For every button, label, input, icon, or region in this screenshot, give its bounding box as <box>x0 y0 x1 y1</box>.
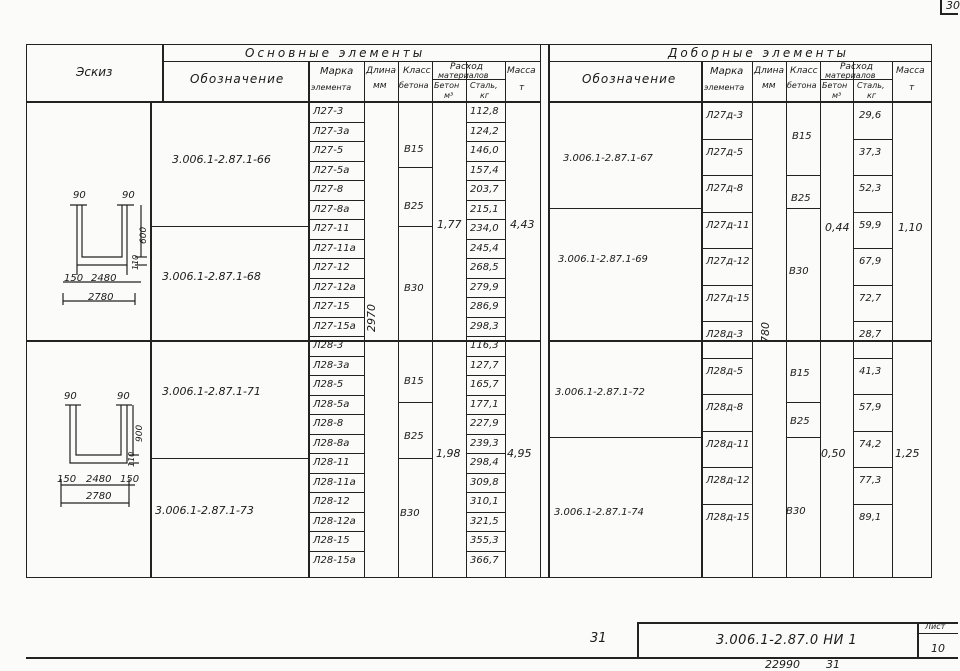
row-rule <box>853 358 892 359</box>
row-rule <box>308 414 364 415</box>
additional-elements-title: Доборные элементы <box>668 46 849 60</box>
rule <box>820 61 821 578</box>
steel-consumption: 157,4 <box>470 164 499 176</box>
rule <box>548 437 701 438</box>
rule <box>548 208 701 209</box>
steel-consumption: 268,5 <box>470 262 499 273</box>
sketch2-top-left: 90 <box>64 391 77 402</box>
steel-consumption: 124,2 <box>470 125 499 137</box>
designation-right-2: 3.006.1-2.87.1-69 <box>558 254 648 265</box>
title-block-top <box>637 622 958 624</box>
row-rule <box>853 504 892 505</box>
steel-consumption: 239,3 <box>470 437 499 449</box>
rule <box>505 61 506 578</box>
element-mark: Л27-5 <box>313 145 344 156</box>
row-rule <box>308 395 364 396</box>
title-block-left <box>637 622 639 658</box>
element-mark: Л27д-5 <box>706 146 744 158</box>
row-rule <box>308 122 364 123</box>
element-mark: Л27-11 <box>313 223 350 234</box>
class-header: Класс <box>403 66 431 76</box>
element-mark: Л28-12 <box>313 496 350 507</box>
element-mark: Л27д-15 <box>706 292 750 304</box>
mass-value-right-1: 1,10 <box>898 221 923 234</box>
sketch1-bottom-left: 150 <box>64 273 84 284</box>
row-rule <box>466 356 505 357</box>
element-mark: Л27-12а <box>313 281 356 293</box>
main-elements-title: Основные элементы <box>245 46 426 60</box>
row-rule <box>853 285 892 286</box>
row-rule <box>466 219 505 220</box>
row-rule <box>308 219 364 220</box>
consumption-header-right: Расход <box>840 62 873 72</box>
rule <box>752 61 753 578</box>
sketch2-bottom-mid: 2480 <box>86 474 112 485</box>
class-rule <box>786 175 820 176</box>
rule <box>398 61 399 578</box>
element-mark: Л28д-15 <box>706 511 750 523</box>
row-rule <box>308 531 364 532</box>
rule <box>150 458 308 459</box>
concrete-value-right-2: 0,50 <box>821 447 846 460</box>
element-mark: Л28-8 <box>313 418 344 429</box>
consumption-header: Расход <box>450 62 483 72</box>
row-rule <box>701 285 752 286</box>
steel-consumption: 298,3 <box>470 320 499 332</box>
element-mark: Л27-3 <box>313 106 344 117</box>
sheet-label: Лист <box>925 622 946 631</box>
steel-consumption: 41,3 <box>859 365 882 377</box>
row-rule <box>308 200 364 201</box>
sketch1-top-right: 90 <box>122 190 135 201</box>
steel-consumption: 321,5 <box>470 515 499 527</box>
designation-3: 3.006.1-2.87.1-71 <box>162 385 261 398</box>
class-right-3: В30 <box>789 266 809 277</box>
sketch2-bottom-left: 150 <box>57 474 77 485</box>
element-mark: Л27д-11 <box>706 219 750 231</box>
class-right-2: В25 <box>791 193 811 204</box>
row-rule <box>466 239 505 240</box>
mass-unit-right: т <box>909 83 915 93</box>
class-header-2: бетона <box>399 81 429 90</box>
steel-consumption: 234,0 <box>470 223 499 234</box>
row-rule <box>308 161 364 162</box>
element-mark: Л28-8а <box>313 437 350 449</box>
element-mark: Л28д-11 <box>706 438 750 450</box>
steel-consumption: 57,9 <box>859 402 882 413</box>
row-rule <box>853 467 892 468</box>
element-mark: Л28д-12 <box>706 475 750 486</box>
rule <box>26 101 541 103</box>
class-1: В15 <box>404 144 424 155</box>
steel-consumption: 67,9 <box>859 256 882 267</box>
element-mark: Л28-3а <box>313 359 350 371</box>
consumption-header-right-2: материалов <box>825 71 876 80</box>
row-rule <box>701 467 752 468</box>
steel-consumption: 77,3 <box>859 475 882 486</box>
row-rule <box>701 212 752 213</box>
element-mark: Л27-5а <box>313 164 350 176</box>
row-rule <box>853 139 892 140</box>
mark-header-right-2: элемента <box>704 83 745 92</box>
class-header-right-2: бетона <box>787 81 817 90</box>
class-rule <box>398 458 432 459</box>
class-5: В25 <box>404 431 424 442</box>
rule <box>308 61 310 578</box>
row-rule <box>466 200 505 201</box>
row-rule <box>701 248 752 249</box>
element-mark: Л27-3а <box>313 125 350 137</box>
element-mark: Л28д-8 <box>706 402 744 413</box>
steel-consumption: 227,9 <box>470 418 499 429</box>
sketch2-total: 2780 <box>86 491 112 502</box>
element-mark: Л28-11 <box>313 457 350 468</box>
row-rule <box>701 358 752 359</box>
concrete-unit-right: м³ <box>832 91 842 100</box>
element-mark: Л28д-5 <box>706 365 744 377</box>
steel-consumption: 72,7 <box>859 292 882 304</box>
class-rule <box>786 208 820 209</box>
mass-header-right: Масса <box>896 66 925 76</box>
row-rule <box>701 139 752 140</box>
element-mark: Л28-3 <box>313 340 344 351</box>
row-rule <box>466 434 505 435</box>
row-rule <box>308 239 364 240</box>
row-rule <box>701 175 752 176</box>
element-mark: Л27д-12 <box>706 256 750 267</box>
row-rule <box>701 394 752 395</box>
row-rule <box>853 431 892 432</box>
mark-header-2: элемента <box>311 83 352 92</box>
sketch2-bottom-right: 150 <box>120 474 140 485</box>
class-6: В30 <box>400 508 420 519</box>
mass-unit: т <box>519 83 525 93</box>
row-rule <box>466 492 505 493</box>
steel-header-right: Сталь, <box>857 81 885 90</box>
mass-value-2: 4,95 <box>507 447 532 460</box>
row-rule <box>466 414 505 415</box>
class-3: В30 <box>404 283 424 294</box>
row-rule <box>701 321 752 322</box>
class-rule <box>786 437 820 438</box>
sketch-header: Эскиз <box>76 65 113 79</box>
document-designation: 3.006.1-2.87.0 НИ 1 <box>716 633 858 648</box>
concrete-header-right: Бетон <box>822 81 848 90</box>
row-rule <box>701 504 752 505</box>
class-rule <box>398 340 432 341</box>
steel-consumption: 28,7 <box>859 329 882 340</box>
row-rule <box>466 317 505 318</box>
row-rule <box>308 297 364 298</box>
steel-consumption: 89,1 <box>859 511 882 523</box>
element-mark: Л28д-3 <box>706 329 744 340</box>
row-rule <box>466 531 505 532</box>
designation-header: Обозначение <box>190 72 285 86</box>
row-rule <box>466 161 505 162</box>
element-mark: Л27-8 <box>313 184 344 195</box>
row-rule <box>308 317 364 318</box>
row-rule <box>308 434 364 435</box>
element-mark: Л28-11а <box>313 476 356 488</box>
row-rule <box>308 375 364 376</box>
steel-consumption: 146,0 <box>470 145 499 156</box>
steel-consumption: 310,1 <box>470 496 499 507</box>
steel-consumption: 309,8 <box>470 476 499 488</box>
class-right-6: В30 <box>786 506 806 517</box>
class-rule <box>398 226 432 227</box>
element-mark: Л27д-3 <box>706 110 744 121</box>
element-mark: Л27-8а <box>313 203 350 215</box>
length-value: 2970 <box>365 304 378 332</box>
length-header-right: Длина <box>754 66 785 76</box>
steel-consumption: 245,4 <box>470 242 499 254</box>
concrete-value-2: 1,98 <box>436 447 461 460</box>
element-mark: Л27-15 <box>313 301 350 312</box>
designation-right-4: 3.006.1-2.87.1-74 <box>554 507 644 518</box>
row-rule <box>466 278 505 279</box>
row-rule <box>308 141 364 142</box>
class-header-right: Класс <box>790 66 818 76</box>
footer-mark: 31 <box>590 631 607 646</box>
row-rule <box>308 512 364 513</box>
steel-consumption: 59,9 <box>859 219 882 231</box>
rule <box>150 226 308 227</box>
designation-header-right: Обозначение <box>582 72 677 86</box>
steel-consumption: 286,9 <box>470 301 499 312</box>
rule <box>26 340 308 342</box>
row-rule <box>466 453 505 454</box>
corner-mark: 30 <box>946 0 960 12</box>
rule <box>162 44 164 102</box>
steel-consumption: 29,6 <box>859 110 882 121</box>
concrete-value-1: 1,77 <box>437 218 462 231</box>
rule <box>162 61 541 62</box>
row-rule <box>466 395 505 396</box>
designation-2: 3.006.1-2.87.1-68 <box>162 270 261 283</box>
row-rule <box>701 431 752 432</box>
additional-elements-table <box>541 44 932 578</box>
steel-consumption: 74,2 <box>859 438 882 450</box>
corner-tick <box>940 0 942 14</box>
element-mark: Л27-11а <box>313 242 356 254</box>
row-rule <box>466 336 505 337</box>
element-mark: Л28-15а <box>313 554 356 566</box>
steel-consumption: 165,7 <box>470 379 499 390</box>
steel-consumption: 355,3 <box>470 535 499 546</box>
rule <box>548 101 932 103</box>
class-4: В15 <box>404 376 424 387</box>
steel-consumption: 366,7 <box>470 554 499 566</box>
steel-consumption: 298,4 <box>470 457 499 468</box>
sketch1-side: 600 <box>139 226 149 244</box>
row-rule <box>466 473 505 474</box>
rule <box>432 61 433 578</box>
concrete-unit: м³ <box>444 91 454 100</box>
concrete-value-right-1: 0,44 <box>825 221 850 234</box>
row-rule <box>466 375 505 376</box>
steel-unit: кг <box>480 91 490 100</box>
row-rule <box>308 336 364 337</box>
steel-header: Сталь, <box>470 81 498 90</box>
element-mark: Л28-5 <box>313 379 344 390</box>
row-rule <box>466 122 505 123</box>
steel-consumption: 127,7 <box>470 359 499 371</box>
sketch2-side-small: 110 <box>127 451 136 467</box>
element-mark: Л27д-8 <box>706 183 744 194</box>
row-rule <box>308 356 364 357</box>
length-unit: мм <box>373 81 387 91</box>
row-rule <box>853 394 892 395</box>
steel-consumption: 116,3 <box>470 340 499 351</box>
row-rule <box>853 212 892 213</box>
consumption-header-2: материалов <box>438 71 489 80</box>
row-rule <box>308 278 364 279</box>
inventory-mark: 31 <box>826 658 840 671</box>
row-rule <box>466 258 505 259</box>
row-rule <box>308 492 364 493</box>
class-2: В25 <box>404 201 424 212</box>
element-mark: Л28-15 <box>313 535 350 546</box>
designation-1: 3.006.1-2.87.1-66 <box>172 153 271 166</box>
rule <box>892 61 893 578</box>
row-rule <box>853 175 892 176</box>
row-rule <box>308 180 364 181</box>
sketch1-total: 2780 <box>88 292 114 303</box>
rule <box>786 61 787 578</box>
rule <box>548 44 550 578</box>
row-rule <box>853 248 892 249</box>
steel-consumption: 279,9 <box>470 281 499 293</box>
length-header: Длина <box>366 66 397 76</box>
steel-consumption: 112,8 <box>470 106 499 117</box>
mass-value-1: 4,43 <box>510 218 535 231</box>
frame-bottom <box>26 657 958 659</box>
sheet-number: 10 <box>931 642 945 655</box>
corner-line <box>940 13 958 15</box>
class-rule <box>398 402 432 403</box>
row-rule <box>308 258 364 259</box>
rule <box>548 61 932 62</box>
sheet-box-left <box>917 622 919 658</box>
row-rule <box>308 551 364 552</box>
steel-consumption: 37,3 <box>859 146 882 158</box>
rule <box>466 61 467 578</box>
class-right-1: В15 <box>792 131 812 142</box>
steel-consumption: 177,1 <box>470 398 499 410</box>
row-rule <box>466 512 505 513</box>
element-mark: Л28-12а <box>313 515 356 527</box>
steel-consumption: 52,3 <box>859 183 882 194</box>
class-right-5: В25 <box>790 416 810 427</box>
steel-consumption: 215,1 <box>470 203 499 215</box>
sheet-box-mid <box>917 633 958 634</box>
designation-right-3: 3.006.1-2.87.1-72 <box>555 387 645 398</box>
row-rule <box>308 473 364 474</box>
element-mark: Л28-5а <box>313 398 350 410</box>
class-right-4: В15 <box>790 368 810 379</box>
length-value-right: 780 <box>759 322 772 343</box>
mark-header: Марка <box>320 66 354 77</box>
length-unit-right: мм <box>762 81 776 91</box>
mark-header-right: Марка <box>710 66 744 77</box>
element-mark: Л27-15а <box>313 320 356 332</box>
element-mark: Л27-12 <box>313 262 350 273</box>
sketch1-side-small: 110 <box>131 254 140 270</box>
designation-4: 3.006.1-2.87.1-73 <box>155 504 254 517</box>
row-rule <box>466 180 505 181</box>
mass-header: Масса <box>507 66 536 76</box>
sketch2-top-right: 90 <box>117 391 130 402</box>
class-rule <box>786 402 820 403</box>
class-rule <box>398 167 432 168</box>
inventory-number: 22990 <box>765 658 800 671</box>
designation-right-1: 3.006.1-2.87.1-67 <box>563 153 653 164</box>
rule <box>548 340 932 342</box>
sketch2-side: 900 <box>135 424 145 442</box>
row-rule <box>466 141 505 142</box>
row-rule <box>308 453 364 454</box>
concrete-header: Бетон <box>434 81 460 90</box>
mass-value-right-2: 1,25 <box>895 447 920 460</box>
row-rule <box>466 297 505 298</box>
row-rule <box>853 321 892 322</box>
sketch1-top-left: 90 <box>73 190 86 201</box>
steel-unit-right: кг <box>867 91 877 100</box>
row-rule <box>466 551 505 552</box>
steel-consumption: 203,7 <box>470 184 499 195</box>
sketch1-bottom-mid: 2480 <box>91 273 117 284</box>
